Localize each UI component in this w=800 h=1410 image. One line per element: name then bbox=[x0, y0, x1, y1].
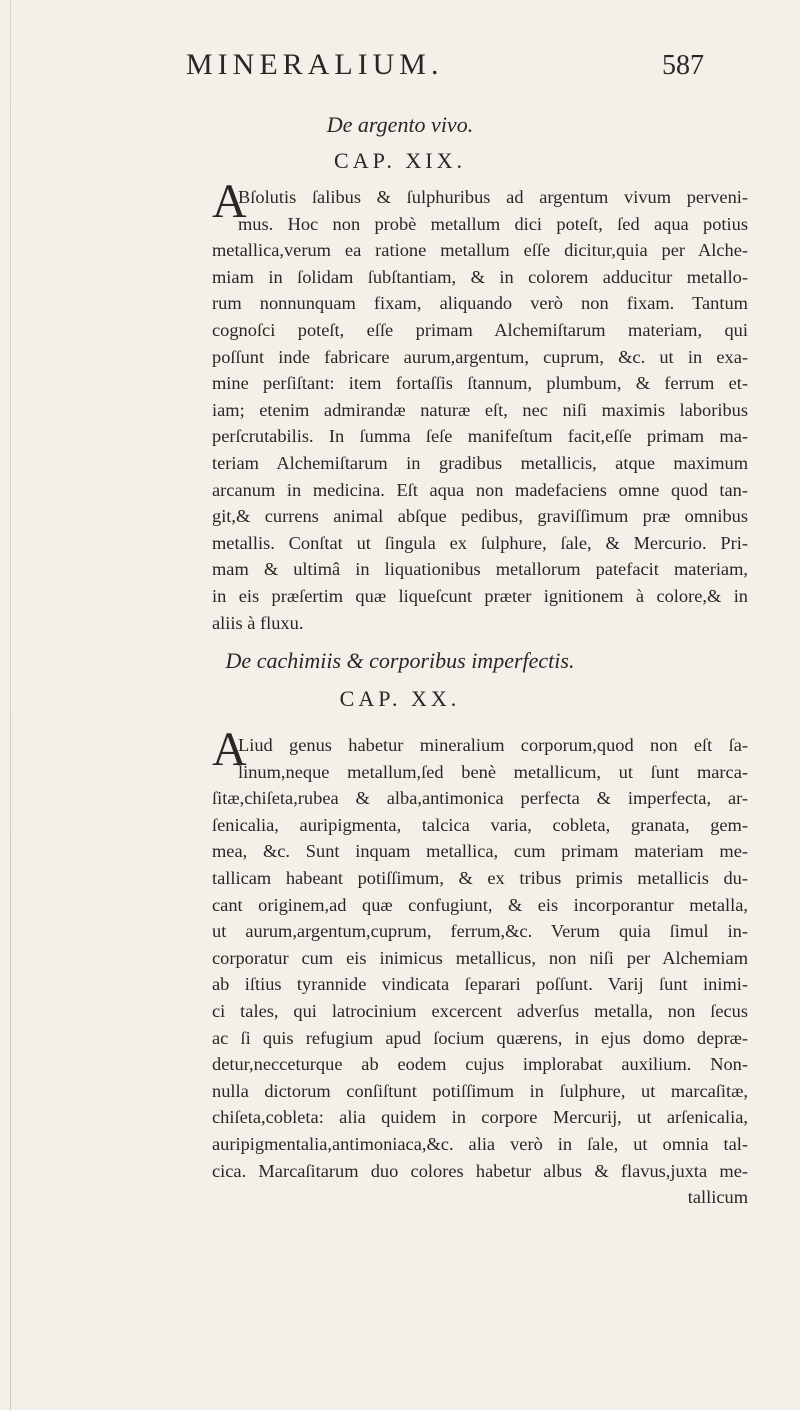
chapter-19-body bbox=[212, 184, 748, 636]
chapter-19-line: Bſolutis ſalibus & ſulphuribus ad argentum vivum perveni- bbox=[238, 187, 748, 207]
chapter-20-line: linum,neque metallum,ſed benè metallicum, ut ſunt marca- bbox=[238, 761, 748, 782]
chapter-20-body bbox=[212, 732, 748, 1211]
chapter-19-line: aliis à fluxu. bbox=[212, 612, 304, 633]
chapter-20-heading: CAP. XX. bbox=[339, 686, 461, 711]
chapter-19-line: poſſunt inde fabricare aurum,argentum, cuprum, &c. ut in exa- bbox=[212, 346, 748, 367]
chapter-19-line: git,& currens animal abſque pedibus, graviſſimum præ omnibus bbox=[212, 506, 748, 527]
chapter-20-line: cica. Marcaſitarum duo colores habetur albus & flavus,juxta me- bbox=[212, 1160, 748, 1181]
chapter-19-line: metallis. Conſtat ut ſingula ex ſulphure, ſale, & Mercurio. Pri- bbox=[212, 532, 748, 553]
chapter-20-line: ci tales, qui latrocinium excercent adverſus metalla, non ſecus bbox=[212, 1000, 748, 1021]
chapter-20-line: Liud genus habetur mineralium corporum,quod non eſt ſa- bbox=[238, 735, 748, 755]
running-header: MINERALIUM. bbox=[186, 48, 444, 81]
chapter-20-line: ſenicalia, auripigmenta, talcica varia, cobleta, granata, gem- bbox=[212, 814, 748, 835]
chapter-19-line: iam; etenim admirandæ naturæ eſt, nec niſi maximis laboribus bbox=[212, 399, 748, 420]
chapter-19-line: arcanum in medicina. Eſt aqua non madefaciens omne quod tan- bbox=[212, 479, 748, 500]
chapter-20-dropcap: A bbox=[212, 723, 247, 776]
chapter-19-line: perſcrutabilis. In ſumma ſeſe manifeſtum facit,eſſe primam ma- bbox=[212, 426, 748, 447]
chapter-20-line: ac ſi quis refugium apud ſocium quærens, in ejus domo depræ- bbox=[212, 1027, 748, 1048]
chapter-19-heading: CAP. XIX. bbox=[334, 148, 466, 173]
chapter-20-line: cant originem,ad quæ confugiunt, & eis incorporantur metalla, bbox=[212, 894, 748, 915]
chapter-20-line: chiſeta,cobleta: alia quidem in corpore Mercurij, ut arſenicalia, bbox=[212, 1107, 748, 1128]
chapter-20-line: auripigmentalia,antimoniaca,&c. alia verò in ſale, ut omnia tal- bbox=[212, 1133, 748, 1154]
chapter-20-line: mea, &c. Sunt inquam metallica, cum primam materiam me- bbox=[212, 841, 748, 862]
chapter-19-line: teriam Alchemiſtarum in gradibus metallicis, atque maximum bbox=[212, 452, 748, 473]
chapter-20-subtitle: De cachimiis & corporibus imperfectis. bbox=[225, 648, 575, 673]
chapter-19-line: mam & ultimâ in liquationibus metallorum patefacit materiam, bbox=[212, 559, 748, 580]
chapter-19-line: in eis præſertim quæ liqueſcunt præter ignitionem à colore,& in bbox=[212, 585, 748, 606]
chapter-19-line: metallica,verum ea ratione metallum eſſe dicitur,quia per Alche- bbox=[212, 240, 748, 261]
chapter-19-subtitle: De argento vivo. bbox=[326, 112, 474, 137]
chapter-19-line: mine perſiſtant: item fortaſſis ſtannum, plumbum, & ferrum et- bbox=[212, 373, 748, 394]
chapter-19-dropcap: A bbox=[212, 175, 247, 228]
chapter-20-line: corporatur cum eis inimicus metallicus, non niſi per Alchemiam bbox=[212, 947, 748, 968]
chapter-20-line: ab iſtius tyrannide vindicata ſeparari poſſunt. Varij ſunt inimi- bbox=[212, 974, 748, 995]
chapter-20-line: nulla dictorum conſiſtunt potiſſimum in ſulphure, ut marcaſitæ, bbox=[212, 1080, 748, 1101]
chapter-20-line: ut aurum,argentum,cuprum, ferrum,&c. Verum quia ſimul in- bbox=[212, 921, 748, 942]
chapter-20-line: ſitæ,chiſeta,rubea & alba,antimonica perfecta & imperfecta, ar- bbox=[212, 788, 748, 809]
chapter-19-line: cognoſci poteſt, eſſe primam Alchemiſtarum materiam, qui bbox=[212, 319, 748, 340]
chapter-20-line: detur,necceturque ab eodem cujus implorabat auxilium. Non- bbox=[212, 1054, 748, 1075]
chapter-19-line: miam in ſolidam ſubſtantiam, & in colorem adducitur metallo- bbox=[212, 266, 748, 287]
chapter-19-line: mus. Hoc non probè metallum dici poteſt, ſed aqua potius bbox=[238, 213, 748, 234]
chapter-19-line: rum nonnunquam fixam, aliquando verò non fixam. Tantum bbox=[212, 293, 748, 314]
page-number: 587 bbox=[662, 50, 704, 81]
catchword: tallicum bbox=[687, 1187, 748, 1208]
chapter-20-line: tallicam habeant potiſſimum, & ex tribus primis metallicis du- bbox=[212, 867, 748, 888]
